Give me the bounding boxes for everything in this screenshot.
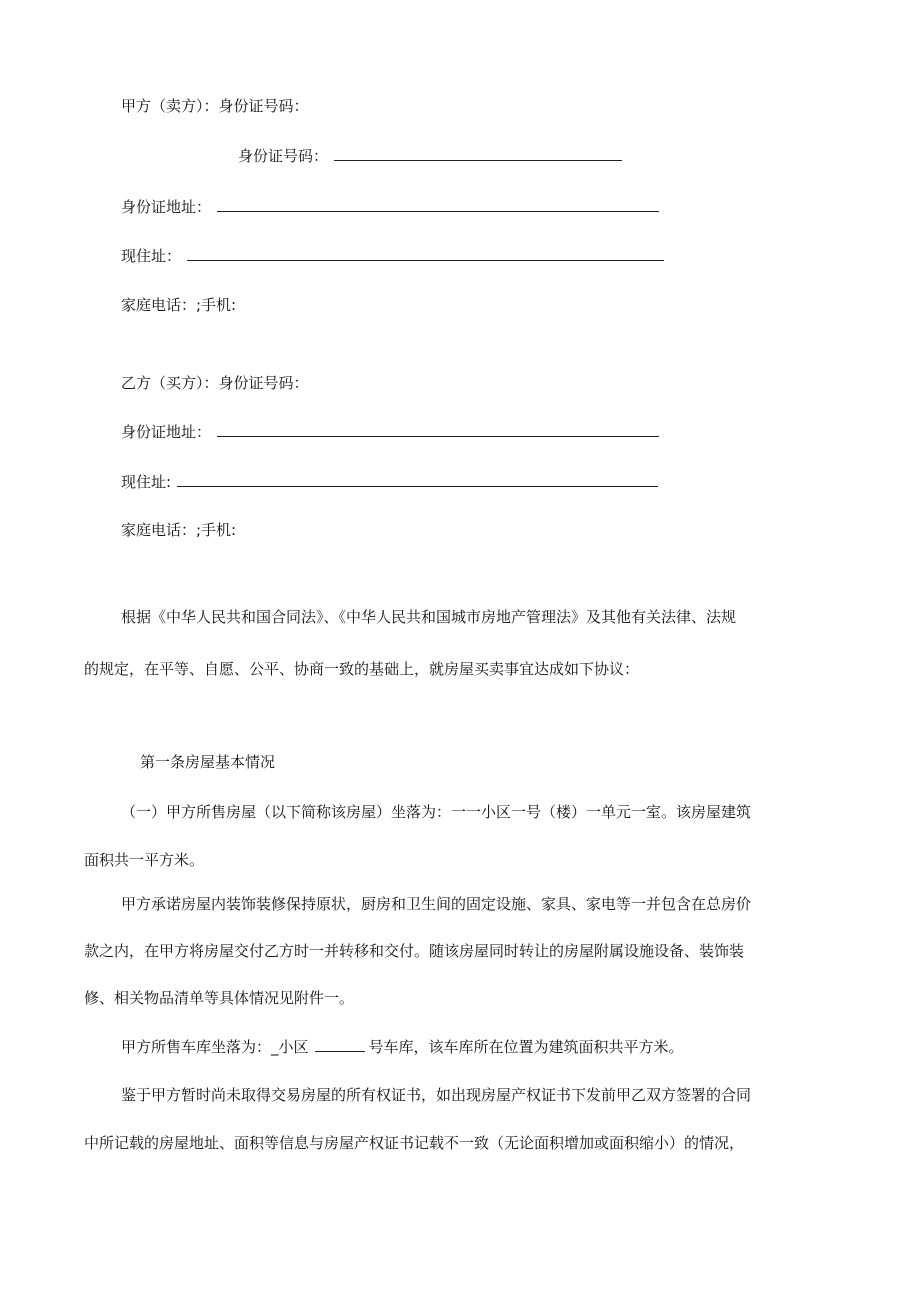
- party-a-current-address-blank[interactable]: [187, 246, 664, 261]
- garage-number-blank[interactable]: [315, 1037, 365, 1052]
- article-1-p2-line-3: 修、相关物品清单等具体情况见附件一。: [84, 989, 355, 1007]
- party-a-phone: 家庭电话：;手机:: [121, 296, 237, 314]
- party-b-id-address-blank[interactable]: [217, 422, 659, 437]
- article-1-p2-line-2: 款之内，在甲方将房屋交付乙方时一并转移和交付。随该房屋同时转让的房屋附属设施设备、装饰装: [84, 942, 745, 960]
- article-1-p4-line-2: 中所记载的房屋地址、面积等信息与房屋产权证书记载不一致（无论面积增加或面积缩小）的情况，: [84, 1134, 745, 1152]
- party-a-current-address-label: 现住址：: [121, 247, 182, 265]
- party-b-phone: 家庭电话：;手机:: [121, 521, 237, 539]
- article-1-title: 第一条房屋基本情况: [140, 753, 276, 771]
- party-b-current-address-label: 现住址:: [121, 473, 172, 491]
- party-b-id-address-row: [121, 422, 659, 442]
- article-1-p1-line-1: （一）甲方所售房屋（以下简称该房屋）坐落为：一一小区一号（楼）一单元一室。该房屋建筑: [121, 803, 752, 821]
- party-b-current-address-row: [121, 472, 658, 492]
- party-a-current-address-row: [121, 246, 664, 266]
- party-a-heading: 甲方（卖方）：身份证号码：: [121, 97, 309, 115]
- party-a-id-address-row: [121, 197, 659, 217]
- garage-location-part-1: 甲方所售车库坐落为：_小区: [121, 1038, 309, 1056]
- article-1-p2-line-1: 甲方承诺房屋内装饰装修保持原状，厨房和卫生间的固定设施、家具、家电等一并包含在总房价: [121, 895, 752, 913]
- party-a-id-number-row: [238, 146, 622, 166]
- party-b-id-address-label: 身份证地址：: [121, 423, 212, 441]
- party-b-heading: 乙方（买方）：身份证号码：: [121, 374, 309, 392]
- preamble-line-2: 的规定，在平等、自愿、公平、协商一致的基础上，就房屋买卖事宜达成如下协议：: [84, 660, 640, 678]
- party-a-id-number-label: 身份证号码：: [238, 147, 329, 165]
- article-1-p3: [121, 1037, 684, 1057]
- party-b-current-address-blank[interactable]: [177, 472, 658, 487]
- garage-location-part-2: 号车库，该车库所在位置为建筑面积共平方米。: [368, 1038, 684, 1056]
- preamble-line-1: 根据《中华人民共和国合同法》、《中华人民共和国城市房地产管理法》及其他有关法律、法规: [121, 608, 737, 626]
- party-a-id-number-blank[interactable]: [334, 146, 622, 161]
- article-1-p1-line-2: 面积共一平方米。: [84, 851, 205, 869]
- article-1-p4-line-1: 鉴于甲方暂时尚未取得交易房屋的所有权证书，如出现房屋产权证书下发前甲乙双方签署的合同: [121, 1086, 752, 1104]
- party-a-id-address-label: 身份证地址：: [121, 198, 212, 216]
- party-a-id-address-blank[interactable]: [217, 197, 659, 212]
